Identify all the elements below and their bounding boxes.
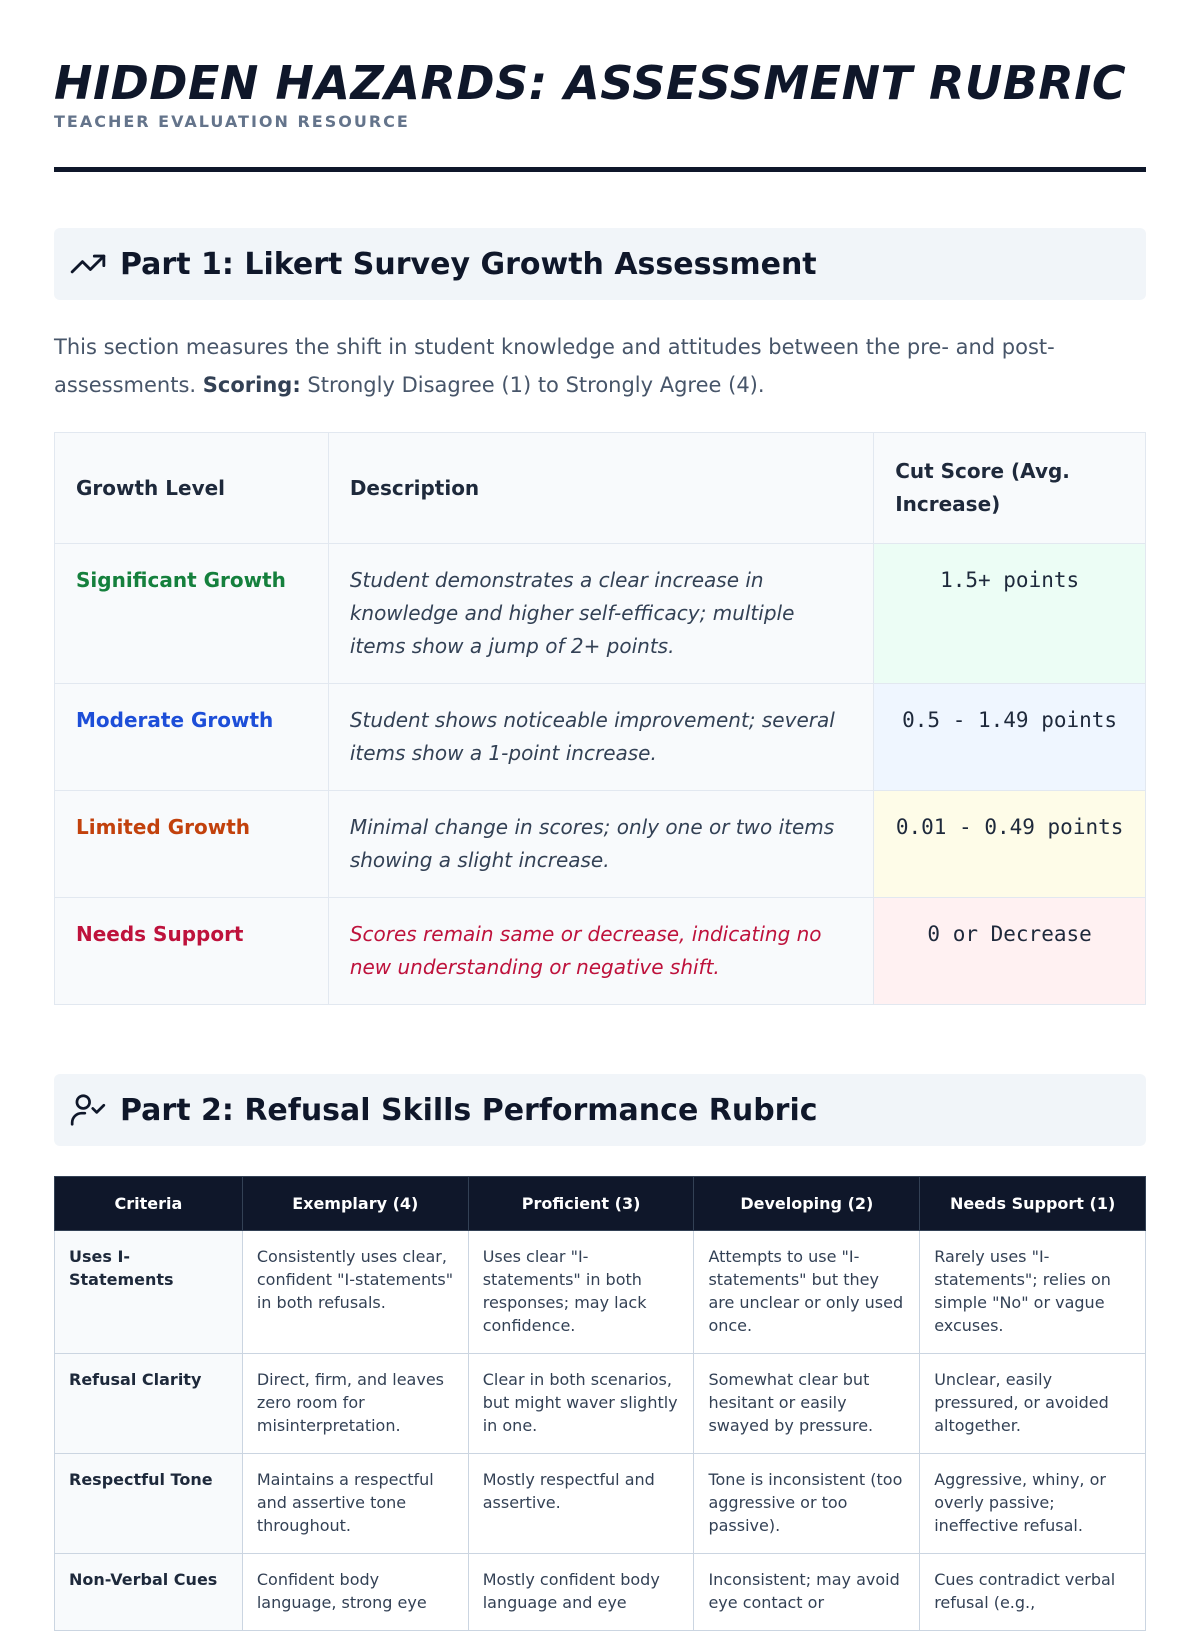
rubric-cell: Cues contradict verbal refusal (e.g., (920, 1554, 1146, 1631)
rubric-criteria: Non-Verbal Cues (55, 1554, 243, 1631)
rubric-criteria: Refusal Clarity (55, 1354, 243, 1454)
rubric-cell: Uses clear "I-statements" in both responses; may lack confidence. (468, 1231, 694, 1354)
growth-description: Student shows noticeable improvement; several items show a 1-point increase. (328, 684, 873, 791)
column-header: Developing (2) (694, 1177, 920, 1231)
growth-level: Needs Support (55, 898, 329, 1005)
rubric-table (54, 1176, 1146, 1631)
column-header: Proficient (3) (468, 1177, 694, 1231)
part1-heading: Part 1: Likert Survey Growth Assessment (120, 246, 817, 282)
column-header: Growth Level (55, 433, 329, 544)
growth-description: Minimal change in scores; only one or two items showing a slight increase. (328, 791, 873, 898)
rubric-cell: Confident body language, strong eye (242, 1554, 468, 1631)
rubric-cell: Somewhat clear but hesitant or easily swayed by pressure. (694, 1354, 920, 1454)
growth-level: Moderate Growth (55, 684, 329, 791)
rubric-criteria: Uses I-Statements (55, 1231, 243, 1354)
table-row (55, 684, 1146, 791)
growth-level: Significant Growth (55, 544, 329, 684)
rubric-cell: Consistently uses clear, confident "I-statements" in both refusals. (242, 1231, 468, 1354)
page-title: HIDDEN HAZARDS: ASSESSMENT RUBRIC (54, 56, 1127, 110)
cut-score: 0.01 - 0.49 points (874, 791, 1146, 898)
rubric-cell: Mostly confident body language and eye (468, 1554, 694, 1631)
column-header: Description (328, 433, 873, 544)
header-divider (54, 167, 1146, 172)
cut-score: 1.5+ points (874, 544, 1146, 684)
column-header: Needs Support (1) (920, 1177, 1146, 1231)
column-header: Criteria (55, 1177, 243, 1231)
table-row (55, 1554, 1146, 1631)
growth-table (54, 432, 1146, 1005)
rubric-cell: Aggressive, whiny, or overly passive; ineffective refusal. (920, 1454, 1146, 1554)
part1-section-header (54, 228, 1146, 300)
table-row (55, 1454, 1146, 1554)
rubric-cell: Inconsistent; may avoid eye contact or (694, 1554, 920, 1631)
rubric-cell: Rarely uses "I-statements"; relies on simple "No" or vague excuses. (920, 1231, 1146, 1354)
growth-level: Limited Growth (55, 791, 329, 898)
rubric-criteria: Respectful Tone (55, 1454, 243, 1554)
column-header: Exemplary (4) (242, 1177, 468, 1231)
table-row (55, 1231, 1146, 1354)
cut-score: 0 or Decrease (874, 898, 1146, 1005)
page-subtitle: TEACHER EVALUATION RESOURCE (54, 112, 410, 131)
user-check-icon (68, 1090, 108, 1130)
table-row (55, 898, 1146, 1005)
part1-intro (54, 328, 1146, 404)
part2-heading: Part 2: Refusal Skills Performance Rubric (120, 1092, 818, 1128)
growth-description: Student demonstrates a clear increase in knowledge and higher self-efficacy; multiple items show a jump of 2+ points. (328, 544, 873, 684)
growth-description: Scores remain same or decrease, indicating no new understanding or negative shift. (328, 898, 873, 1005)
table-row (55, 544, 1146, 684)
column-header: Cut Score (Avg. Increase) (874, 433, 1146, 544)
cut-score: 0.5 - 1.49 points (874, 684, 1146, 791)
rubric-cell: Maintains a respectful and assertive tone throughout. (242, 1454, 468, 1554)
rubric-cell: Attempts to use "I-statements" but they are unclear or only used once. (694, 1231, 920, 1354)
growth-table-header-row (55, 433, 1146, 544)
rubric-cell: Direct, firm, and leaves zero room for misinterpretation. (242, 1354, 468, 1454)
intro-scoring-label: Scoring: (202, 373, 301, 397)
rubric-cell: Unclear, easily pressured, or avoided altogether. (920, 1354, 1146, 1454)
intro-scale: Strongly Disagree (1) to Strongly Agree (4). (307, 373, 765, 397)
rubric-cell: Tone is inconsistent (too aggressive or too passive). (694, 1454, 920, 1554)
intro-text: This section measures the shift in student knowledge and attitudes between the pre- and post-assessments. (54, 335, 1055, 397)
rubric-cell: Clear in both scenarios, but might waver slightly in one. (468, 1354, 694, 1454)
rubric-header-row (55, 1177, 1146, 1231)
part2-section-header (54, 1074, 1146, 1146)
trending-up-icon (68, 244, 108, 284)
table-row (55, 791, 1146, 898)
rubric-cell: Mostly respectful and assertive. (468, 1454, 694, 1554)
table-row (55, 1354, 1146, 1454)
page-header (54, 56, 1146, 131)
